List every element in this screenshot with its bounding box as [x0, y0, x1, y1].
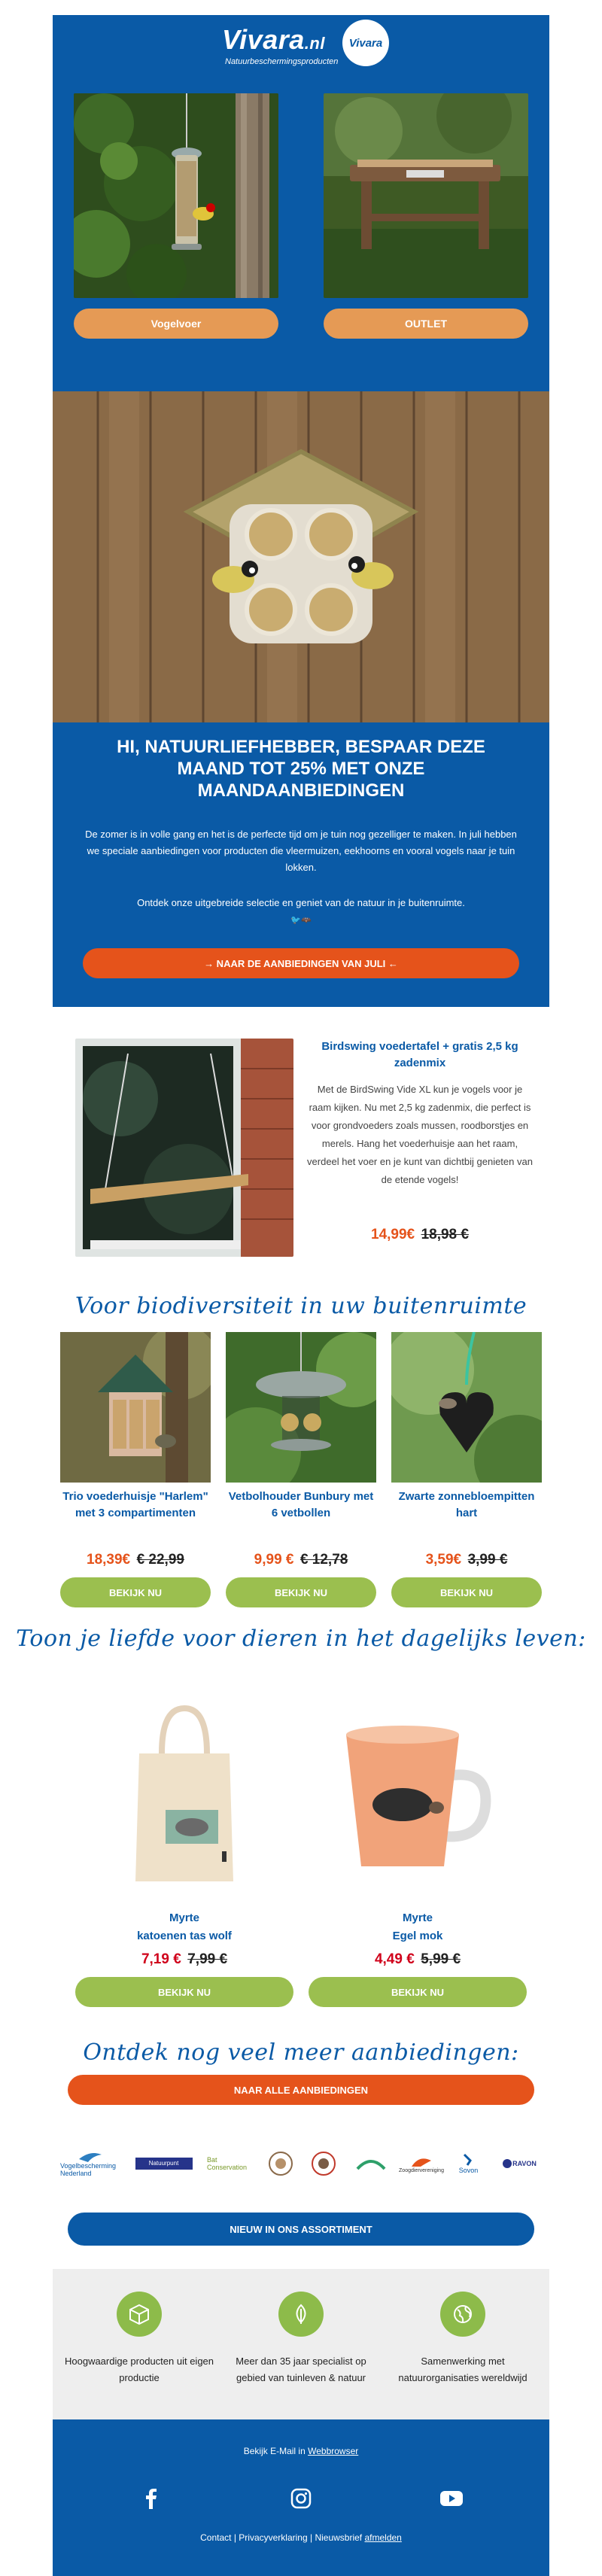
- partner-name: Zoogdiervereniging: [399, 2167, 444, 2173]
- usp-text: Hoogwaardige producten uit eigen productie: [64, 2356, 214, 2383]
- footer-separator: |: [307, 2532, 315, 2543]
- offer-title: HI, NATUURLIEFHEBBER, BESPAAR DEZE MAAND TOT 25% MET ONZE MAANDAANBIEDINGEN: [117, 737, 485, 801]
- bird-food-button[interactable]: Vogelvoer: [74, 309, 278, 339]
- product-card: [309, 1686, 527, 1972]
- view-product-button[interactable]: BEKIJK NU: [309, 1977, 527, 2007]
- youtube-icon[interactable]: [439, 2486, 464, 2511]
- webbrowser-link[interactable]: Webbrowser: [308, 2446, 359, 2456]
- product-price: 9,99 €: [254, 1552, 294, 1568]
- partner-logo[interactable]: [134, 2147, 194, 2180]
- product-card: [226, 1332, 376, 1558]
- leaf-icon: [278, 2292, 324, 2337]
- usp-text: Meer dan 35 jaar specialist op gebied van tuinleven & natuur: [236, 2356, 366, 2383]
- product-brand: Myrte: [402, 1911, 433, 1924]
- footer: [53, 2419, 549, 2576]
- brand-tld: .nl: [304, 34, 325, 53]
- partner-logo[interactable]: [352, 2147, 390, 2180]
- facebook-icon[interactable]: [138, 2486, 163, 2511]
- product-price-row: [226, 1552, 376, 1568]
- unsubscribe-link[interactable]: afmelden: [364, 2532, 402, 2543]
- brand-badge: Vivara: [342, 20, 389, 66]
- more-offers-heading: Ontdek nog veel meer aanbiedingen:: [83, 2039, 519, 2066]
- product-name[interactable]: [75, 1909, 293, 1945]
- product-card: [75, 1686, 293, 1972]
- footer-links: [53, 2532, 549, 2543]
- usp-item: [388, 2292, 538, 2386]
- product-image[interactable]: [226, 1332, 376, 1483]
- product-card: [391, 1332, 542, 1558]
- july-offers-button[interactable]: → NAAR DE AANBIEDINGEN VAN JULI ←: [83, 948, 519, 978]
- product-price: 4,49 €: [374, 1951, 415, 1967]
- partner-name: RAVON: [512, 2160, 537, 2167]
- product-old-price: € 12,78: [299, 1552, 348, 1568]
- product-price-row: [60, 1552, 211, 1568]
- product-name[interactable]: Zwarte zonnebloempitten hart: [398, 1490, 535, 1519]
- partner-name: Natuurpunt: [135, 2158, 193, 2170]
- partner-logo[interactable]: [207, 2147, 252, 2180]
- partner-logo[interactable]: [399, 2147, 444, 2180]
- partner-logo[interactable]: [454, 2147, 484, 2180]
- newsletter-label: Nieuwsbrief: [315, 2532, 363, 2543]
- view-product-button[interactable]: BEKIJK NU: [75, 1977, 293, 2007]
- usp-section: [53, 2269, 549, 2419]
- product-image[interactable]: [109, 1701, 260, 1896]
- view-product-button[interactable]: BEKIJK NU: [391, 1577, 542, 1607]
- outlet-button[interactable]: OUTLET: [324, 309, 528, 339]
- privacy-link[interactable]: Privacyverklaring: [239, 2532, 308, 2543]
- hero-image: [53, 391, 549, 722]
- product-price-row: [309, 1951, 527, 1968]
- product-old-price: 7,99 €: [187, 1951, 228, 1967]
- product-name[interactable]: Vetbolhouder Bunbury met 6 vetbollen: [228, 1490, 374, 1519]
- brand-name: Vivara: [222, 24, 305, 55]
- product-name[interactable]: [309, 1909, 527, 1945]
- product-old-price: € 22,99: [136, 1552, 184, 1568]
- usp-item: [226, 2292, 376, 2386]
- brand-tagline: Natuurbeschermingsproducten: [225, 57, 339, 66]
- partner-logo[interactable]: [309, 2147, 339, 2180]
- product-image[interactable]: [391, 1332, 542, 1483]
- partner-logo[interactable]: [497, 2147, 542, 2180]
- product-price: 18,39€: [87, 1552, 131, 1568]
- footer-separator: |: [231, 2532, 239, 2543]
- product-title: katoenen tas wolf: [137, 1930, 232, 1942]
- animal-love-heading: Toon je liefde voor dieren in het dagelijks leven:: [16, 1626, 586, 1652]
- product-name[interactable]: Trio voederhuisje "Harlem" met 3 compartimenten: [62, 1490, 208, 1519]
- all-offers-button[interactable]: NAAR ALLE AANBIEDINGEN: [68, 2075, 534, 2105]
- product-old-price: 5,99 €: [421, 1951, 461, 1967]
- view-product-button[interactable]: BEKIJK NU: [226, 1577, 376, 1607]
- box-icon: [117, 2292, 162, 2337]
- partner-logo[interactable]: [266, 2147, 296, 2180]
- featured-price: 14,99€: [371, 1227, 415, 1242]
- product-price-row: [75, 1951, 293, 1968]
- product-title: Egel mok: [392, 1930, 443, 1942]
- offer-paragraph-2: Ontdek onze uitgebreide selectie en geniet van de natuur in je buitenruimte.: [137, 897, 465, 908]
- offer-emoji: 🐦🦇: [290, 915, 312, 925]
- product-price-row: [391, 1552, 542, 1568]
- featured-product: [53, 1039, 549, 1264]
- bird-feeder-photo[interactable]: [74, 93, 278, 298]
- globe-icon: [440, 2292, 485, 2337]
- offer-intro: [53, 722, 549, 1007]
- ground-feeder-photo[interactable]: [324, 93, 528, 298]
- offer-paragraph-1: De zomer is in volle gang en het is de perfecte tijd om je tuin nog gezelliger te maken. In juli hebben we speciale aanbiedingen voor producten die vleermuizen, eekhoorns en vooral vogels naar je tuin lokken.: [85, 829, 517, 873]
- usp-text: Samenwerking met natuurorganisaties wereldwijd: [398, 2356, 528, 2383]
- contact-link[interactable]: Contact: [200, 2532, 232, 2543]
- featured-old-price: 18,98 €: [421, 1227, 469, 1242]
- instagram-icon[interactable]: [288, 2486, 314, 2511]
- partner-name: Vogelbescherming Nederland: [60, 2162, 117, 2177]
- new-in-assortment-button[interactable]: NIEUW IN ONS ASSORTIMENT: [68, 2213, 534, 2246]
- product-price: 7,19 €: [141, 1951, 181, 1967]
- biodiversity-heading: Voor biodiversiteit in uw buitenruimte: [74, 1293, 528, 1319]
- view-product-button[interactable]: BEKIJK NU: [60, 1577, 211, 1607]
- usp-item: [64, 2292, 214, 2386]
- vivara-logo[interactable]: [222, 21, 388, 74]
- product-card: [60, 1332, 211, 1558]
- product-image[interactable]: [60, 1332, 211, 1483]
- featured-price-row: [307, 1227, 533, 1243]
- featured-description: Met de BirdSwing Vide XL kun je vogels voor je raam kijken. Nu met 2,5 kg zadenmix, die perfect is voor grondvoeders zoals mussen, roodborstjes en merels. Hang het voederhuisje aan het raam, verdeel het voer en je kunt van dichtbij genieten van de etende vogels!: [307, 1084, 533, 1185]
- partner-name: Bat Conservation: [207, 2156, 248, 2171]
- view-in-browser: [53, 2446, 549, 2456]
- view-in-browser-text: Bekijk E-Mail in: [243, 2446, 309, 2456]
- top-category-band: [53, 83, 549, 391]
- product-image[interactable]: [331, 1716, 504, 1881]
- product-old-price: 3,99 €: [467, 1552, 508, 1568]
- product-price: 3,59€: [425, 1552, 462, 1568]
- product-brand: Myrte: [169, 1911, 199, 1924]
- partner-logo[interactable]: [60, 2147, 120, 2180]
- partner-name: Sovon: [458, 2167, 479, 2174]
- featured-title[interactable]: Birdswing voedertafel + gratis 2,5 kg zadenmix: [321, 1040, 518, 1069]
- partner-logos: [53, 2141, 549, 2186]
- header: [53, 15, 549, 83]
- birdswing-photo[interactable]: [75, 1039, 293, 1257]
